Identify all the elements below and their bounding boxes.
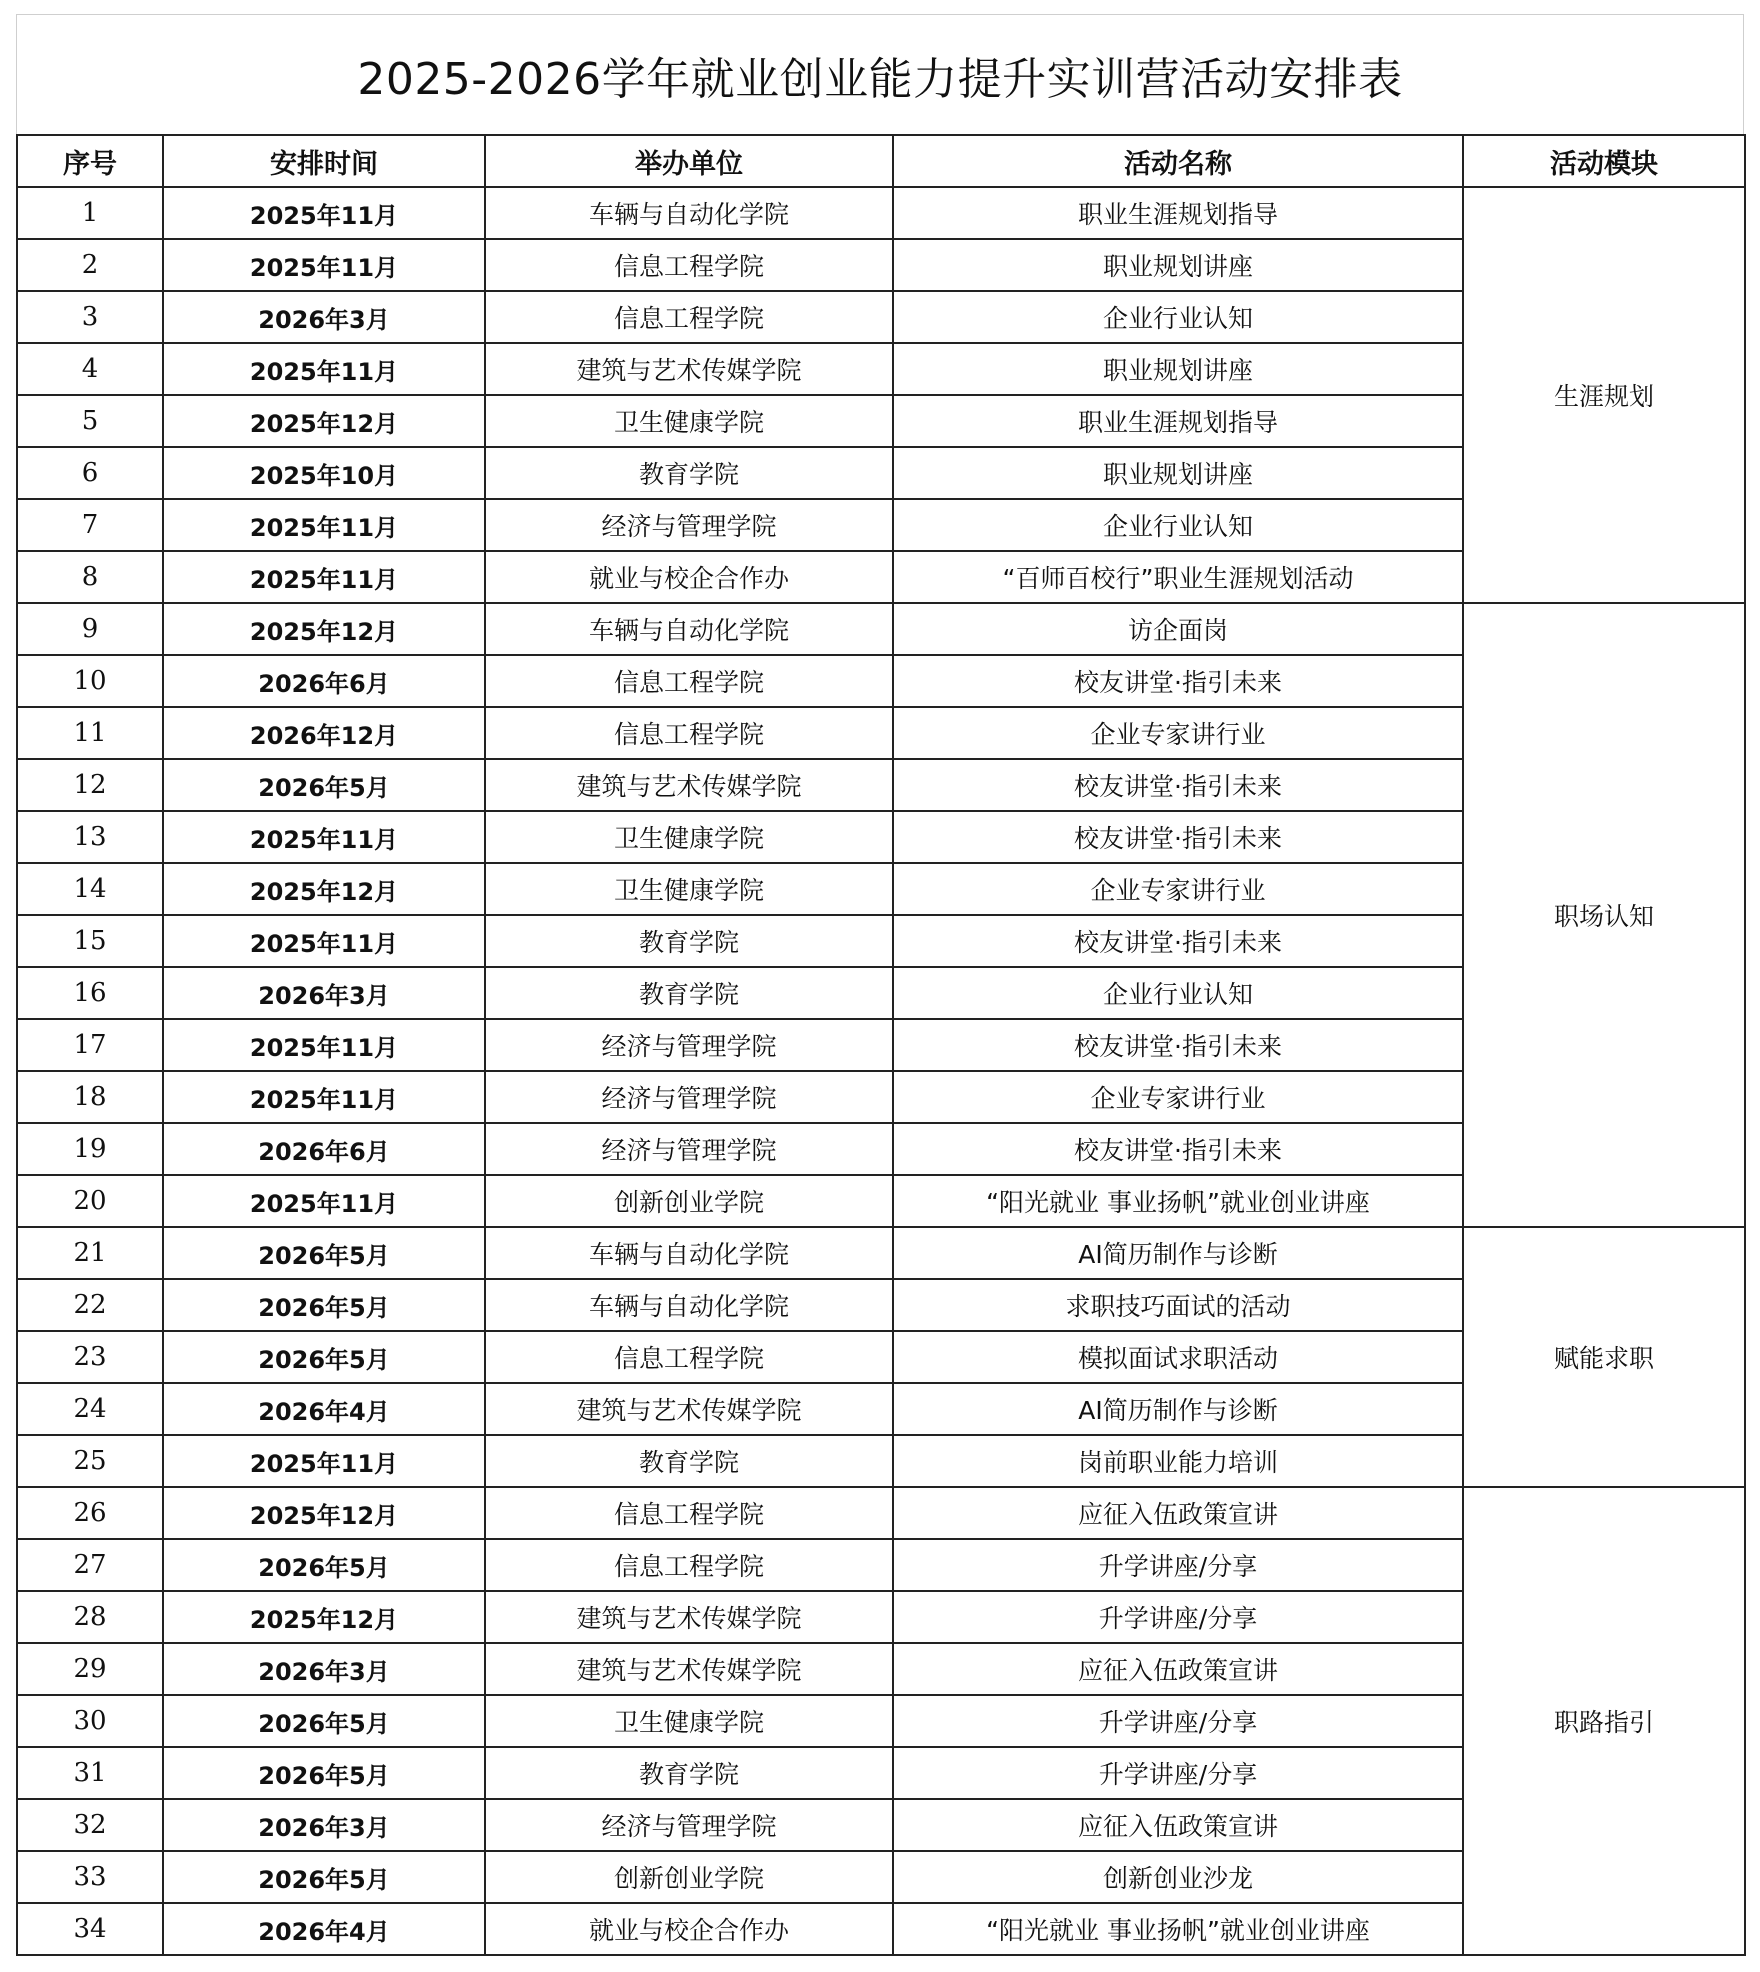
cell-no: 34 [17,1903,163,1955]
cell-no: 6 [17,447,163,499]
cell-org: 信息工程学院 [485,239,893,291]
cell-activity: 应征入伍政策宣讲 [893,1643,1463,1695]
cell-org: 教育学院 [485,915,893,967]
cell-activity: 企业专家讲行业 [893,863,1463,915]
cell-no: 26 [17,1487,163,1539]
cell-no: 5 [17,395,163,447]
cell-time: 2026年3月 [163,1799,485,1851]
cell-activity: 校友讲堂·指引未来 [893,1123,1463,1175]
cell-no: 12 [17,759,163,811]
cell-activity: “百师百校行”职业生涯规划活动 [893,551,1463,603]
cell-no: 33 [17,1851,163,1903]
cell-activity: 企业行业认知 [893,499,1463,551]
cell-activity: 校友讲堂·指引未来 [893,811,1463,863]
cell-no: 2 [17,239,163,291]
cell-time: 2026年4月 [163,1383,485,1435]
cell-org: 教育学院 [485,967,893,1019]
cell-org: 教育学院 [485,1435,893,1487]
cell-activity: 求职技巧面试的活动 [893,1279,1463,1331]
cell-no: 10 [17,655,163,707]
cell-no: 14 [17,863,163,915]
page-title: 2025-2026学年就业创业能力提升实训营活动安排表 [357,53,1403,105]
cell-activity: 应征入伍政策宣讲 [893,1487,1463,1539]
cell-no: 28 [17,1591,163,1643]
cell-time: 2025年12月 [163,1591,485,1643]
cell-org: 卫生健康学院 [485,863,893,915]
cell-org: 信息工程学院 [485,1331,893,1383]
cell-activity: 企业专家讲行业 [893,707,1463,759]
cell-activity: 应征入伍政策宣讲 [893,1799,1463,1851]
cell-activity: 校友讲堂·指引未来 [893,655,1463,707]
cell-time: 2025年11月 [163,551,485,603]
cell-time: 2026年5月 [163,1227,485,1279]
cell-time: 2025年12月 [163,1487,485,1539]
cell-activity: 职业规划讲座 [893,447,1463,499]
cell-org: 信息工程学院 [485,1487,893,1539]
cell-activity: 升学讲座/分享 [893,1591,1463,1643]
cell-no: 24 [17,1383,163,1435]
header-row [17,135,1745,187]
cell-no: 17 [17,1019,163,1071]
cell-time: 2026年4月 [163,1903,485,1955]
header-activity: 活动名称 [893,135,1463,187]
cell-activity: 访企面岗 [893,603,1463,655]
cell-no: 18 [17,1071,163,1123]
cell-org: 教育学院 [485,447,893,499]
cell-activity: 岗前职业能力培训 [893,1435,1463,1487]
cell-time: 2025年12月 [163,863,485,915]
cell-time: 2026年5月 [163,1851,485,1903]
table-row [17,187,1745,239]
cell-time: 2026年6月 [163,655,485,707]
cell-org: 经济与管理学院 [485,1019,893,1071]
cell-activity: 校友讲堂·指引未来 [893,915,1463,967]
cell-time: 2026年3月 [163,1643,485,1695]
schedule-table [16,134,1746,1956]
cell-module: 职场认知 [1463,603,1745,1227]
cell-time: 2026年12月 [163,707,485,759]
cell-org: 信息工程学院 [485,1539,893,1591]
cell-no: 20 [17,1175,163,1227]
table-row [17,1487,1745,1539]
cell-module: 职路指引 [1463,1487,1745,1955]
cell-no: 19 [17,1123,163,1175]
cell-no: 11 [17,707,163,759]
cell-no: 1 [17,187,163,239]
cell-module: 赋能求职 [1463,1227,1745,1487]
cell-activity: AI简历制作与诊断 [893,1227,1463,1279]
cell-activity: AI简历制作与诊断 [893,1383,1463,1435]
cell-activity: 升学讲座/分享 [893,1695,1463,1747]
cell-org: 经济与管理学院 [485,499,893,551]
cell-org: 建筑与艺术传媒学院 [485,1643,893,1695]
cell-org: 建筑与艺术传媒学院 [485,1591,893,1643]
header-org: 举办单位 [485,135,893,187]
cell-time: 2025年11月 [163,187,485,239]
cell-time: 2026年5月 [163,759,485,811]
title-row [16,14,1744,134]
cell-time: 2025年11月 [163,1019,485,1071]
cell-org: 就业与校企合作办 [485,551,893,603]
cell-org: 建筑与艺术传媒学院 [485,759,893,811]
cell-time: 2025年11月 [163,915,485,967]
cell-time: 2025年11月 [163,811,485,863]
cell-org: 车辆与自动化学院 [485,603,893,655]
cell-org: 经济与管理学院 [485,1071,893,1123]
cell-no: 9 [17,603,163,655]
cell-activity: 校友讲堂·指引未来 [893,1019,1463,1071]
cell-activity: 职业规划讲座 [893,343,1463,395]
cell-activity: 企业行业认知 [893,967,1463,1019]
cell-activity: 升学讲座/分享 [893,1747,1463,1799]
cell-no: 29 [17,1643,163,1695]
cell-activity: 升学讲座/分享 [893,1539,1463,1591]
cell-activity: 创新创业沙龙 [893,1851,1463,1903]
cell-org: 教育学院 [485,1747,893,1799]
cell-no: 13 [17,811,163,863]
cell-org: 创新创业学院 [485,1851,893,1903]
cell-no: 16 [17,967,163,1019]
cell-org: 车辆与自动化学院 [485,1279,893,1331]
cell-time: 2025年11月 [163,499,485,551]
cell-activity: 职业规划讲座 [893,239,1463,291]
cell-time: 2025年11月 [163,1175,485,1227]
cell-no: 7 [17,499,163,551]
cell-org: 信息工程学院 [485,655,893,707]
cell-org: 经济与管理学院 [485,1123,893,1175]
cell-time: 2025年12月 [163,395,485,447]
cell-time: 2026年5月 [163,1279,485,1331]
cell-time: 2026年6月 [163,1123,485,1175]
cell-org: 信息工程学院 [485,291,893,343]
header-module: 活动模块 [1463,135,1745,187]
cell-org: 车辆与自动化学院 [485,1227,893,1279]
schedule-sheet [16,14,1744,1956]
cell-no: 4 [17,343,163,395]
cell-no: 27 [17,1539,163,1591]
cell-org: 卫生健康学院 [485,1695,893,1747]
cell-org: 车辆与自动化学院 [485,187,893,239]
cell-activity: 职业生涯规划指导 [893,395,1463,447]
cell-time: 2025年11月 [163,1071,485,1123]
cell-org: 就业与校企合作办 [485,1903,893,1955]
cell-org: 信息工程学院 [485,707,893,759]
cell-time: 2025年11月 [163,239,485,291]
cell-activity: 企业专家讲行业 [893,1071,1463,1123]
cell-time: 2025年12月 [163,603,485,655]
cell-time: 2025年10月 [163,447,485,499]
cell-no: 30 [17,1695,163,1747]
cell-time: 2025年11月 [163,1435,485,1487]
cell-time: 2025年11月 [163,343,485,395]
cell-no: 8 [17,551,163,603]
cell-activity: 模拟面试求职活动 [893,1331,1463,1383]
cell-activity: 企业行业认知 [893,291,1463,343]
cell-org: 建筑与艺术传媒学院 [485,1383,893,1435]
cell-activity: “阳光就业 事业扬帆”就业创业讲座 [893,1175,1463,1227]
cell-no: 3 [17,291,163,343]
cell-time: 2026年5月 [163,1747,485,1799]
cell-no: 32 [17,1799,163,1851]
cell-no: 15 [17,915,163,967]
cell-time: 2026年5月 [163,1331,485,1383]
cell-org: 建筑与艺术传媒学院 [485,343,893,395]
cell-no: 21 [17,1227,163,1279]
cell-time: 2026年3月 [163,967,485,1019]
cell-module: 生涯规划 [1463,187,1745,603]
header-time: 安排时间 [163,135,485,187]
cell-no: 23 [17,1331,163,1383]
cell-org: 卫生健康学院 [485,395,893,447]
cell-no: 25 [17,1435,163,1487]
cell-time: 2026年5月 [163,1695,485,1747]
cell-activity: 校友讲堂·指引未来 [893,759,1463,811]
cell-time: 2026年3月 [163,291,485,343]
cell-activity: “阳光就业 事业扬帆”就业创业讲座 [893,1903,1463,1955]
table-body [17,187,1745,1955]
cell-org: 创新创业学院 [485,1175,893,1227]
cell-no: 22 [17,1279,163,1331]
header-no: 序号 [17,135,163,187]
cell-activity: 职业生涯规划指导 [893,187,1463,239]
cell-no: 31 [17,1747,163,1799]
table-row [17,603,1745,655]
table-row [17,1227,1745,1279]
cell-org: 卫生健康学院 [485,811,893,863]
cell-org: 经济与管理学院 [485,1799,893,1851]
cell-time: 2026年5月 [163,1539,485,1591]
